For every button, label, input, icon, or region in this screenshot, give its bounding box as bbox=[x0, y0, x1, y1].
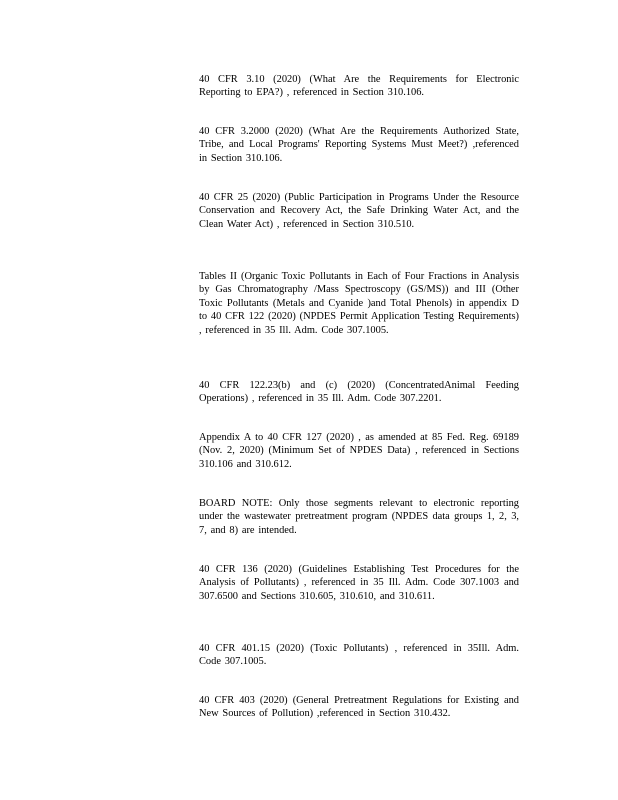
reference-entry: 40 CFR 403 (2020) (General Pretreatment Regulations for Existing and New Sources of Pollution) ,referenced in Section 310.432. bbox=[199, 695, 519, 720]
reference-entry: Tables II (Organic Toxic Pollutants in Each of Four Fractions in Analysis by Gas Chromatography /Mass Spectroscopy (GS/MS)) and III (Other Toxic Pollutants (Metals and Cyanide )and Total Phenols) in appendix D to 40 CFR 122 (2020) (NPDES Permit Application Testing Requirements) , referenced in 35 Ill. Adm. Code 307.1005. bbox=[199, 271, 519, 336]
board-note: BOARD NOTE: Only those segments relevant to electronic reporting under the wastewater pretreatment program (NPDES data groups 1, 2, 3, 7, and 8) are intended. bbox=[199, 498, 519, 536]
reference-entry: 40 CFR 401.15 (2020) (Toxic Pollutants) , referenced in 35Ill. Adm. Code 307.1005. bbox=[199, 643, 519, 668]
reference-entry: Appendix A to 40 CFR 127 (2020) , as amended at 85 Fed. Reg. 69189 (Nov. 2, 2020) (Minimum Set of NPDES Data) , referenced in Sections 310.106 and 310.612. bbox=[199, 432, 519, 470]
reference-entry: 40 CFR 122.23(b) and (c) (2020) (ConcentratedAnimal Feeding Operations) , referenced in 35 Ill. Adm. Code 307.2201. bbox=[199, 380, 519, 405]
reference-entry: 40 CFR 25 (2020) (Public Participation in Programs Under the Resource Conservation and Recovery Act, the Safe Drinking Water Act, and the Clean Water Act) , referenced in Section 310.510. bbox=[199, 192, 519, 230]
reference-entry: 40 CFR 3.10 (2020) (What Are the Requirements for Electronic Reporting to EPA?) , referenced in Section 310.106. bbox=[199, 74, 519, 99]
reference-entry: 40 CFR 3.2000 (2020) (What Are the Requirements Authorized State, Tribe, and Local Programs' Reporting Systems Must Meet?) ,referenced in Section 310.106. bbox=[199, 126, 519, 164]
reference-entry: 40 CFR 136 (2020) (Guidelines Establishing Test Procedures for the Analysis of Pollutants) , referenced in 35 Ill. Adm. Code 307.1003 and 307.6500 and Sections 310.605, 310.610, and 310.611. bbox=[199, 564, 519, 602]
